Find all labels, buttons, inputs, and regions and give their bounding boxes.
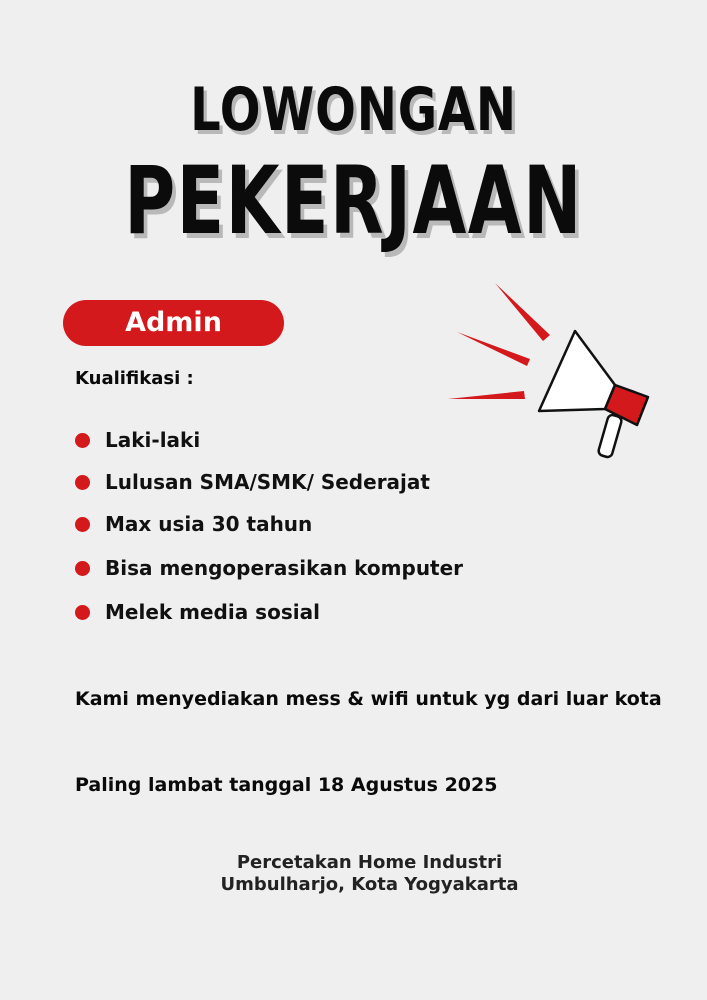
qualification-text: Bisa mengoperasikan komputer	[105, 556, 464, 580]
company-footer	[0, 852, 707, 896]
list-item	[75, 503, 463, 545]
list-item	[75, 591, 463, 633]
list-item	[75, 545, 463, 591]
accommodation-note: Kami menyediakan mess & wifi untuk yg dari luar kota	[75, 688, 662, 710]
qualifications-heading: Kualifikasi :	[75, 368, 194, 389]
company-location: Umbulharjo, Kota Yogyakarta	[220, 874, 519, 895]
bullet-dot-icon	[75, 517, 90, 532]
company-name: Percetakan Home Industri	[236, 852, 503, 873]
bullet-dot-icon	[75, 475, 90, 490]
bullet-dot-icon	[75, 433, 90, 448]
list-item	[75, 461, 463, 503]
bullet-dot-icon	[75, 605, 90, 620]
qualification-text: Max usia 30 tahun	[105, 512, 313, 536]
qualification-text: Melek media sosial	[105, 600, 320, 624]
title-lowongan: LOWONGAN	[190, 75, 517, 145]
deadline-text: Paling lambat tanggal 18 Agustus 2025	[75, 774, 498, 796]
qualification-text: Laki-laki	[105, 428, 201, 452]
bullet-dot-icon	[75, 561, 90, 576]
qualifications-list	[75, 419, 463, 633]
megaphone-icon	[440, 275, 660, 465]
qualification-text: Lulusan SMA/SMK/ Sederajat	[105, 470, 430, 494]
position-badge: Admin	[63, 300, 284, 346]
title-pekerjaan: PEKERJAAN	[124, 147, 583, 256]
list-item	[75, 419, 463, 461]
